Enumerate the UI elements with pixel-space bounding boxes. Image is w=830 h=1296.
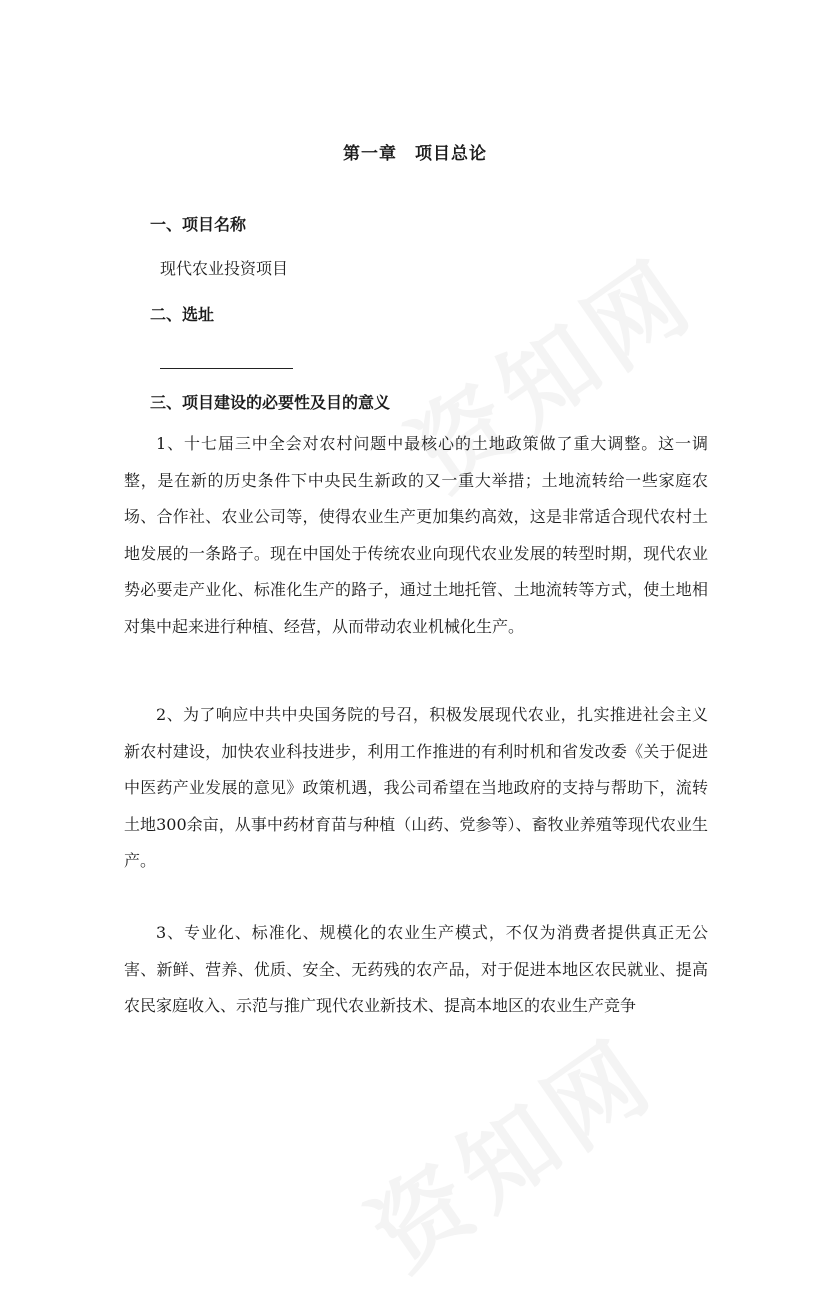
- chapter-title: 第一章 项目总论: [343, 144, 487, 164]
- paragraph-3: 3、专业化、标准化、规模化的农业生产模式，不仅为消费者提供真正无公害、新鲜、营养、优质、安全、无药残的农产品，对于促进本地区农民就业、提高农民家庭收入、示范与推广现代农业新技术、提高本地区的农业生产竞争: [124, 923, 708, 1015]
- section-heading-project-name: 一、项目名称: [150, 215, 247, 234]
- section-heading-necessity: 三、项目建设的必要性及目的意义: [150, 393, 391, 412]
- section-heading-location: 二、选址: [150, 305, 215, 324]
- paragraph-2: 2、为了响应中共中央国务院的号召，积极发展现代农业，扎实推进社会主义新农村建设，加快农业科技进步，利用工作推进的有利时机和省发改委《关于促进中医药产业发展的意见》政策机遇，我公司希望在当地政府的支持与帮助下，流转土地300余亩，从事中药材育苗与种植（山药、党参等）、畜牧业养殖等现代农业生产。: [124, 705, 708, 870]
- location-blank-underline: [160, 368, 293, 369]
- project-name-text: 现代农业投资项目: [160, 259, 289, 278]
- watermark: [339, 1001, 678, 1296]
- paragraph-1: 1、十七届三中全会对农村问题中最核心的土地政策做了重大调整。这一调整，是在新的历史条件下中央民生新政的又一重大举措；土地流转给一些家庭农场、合作社、农业公司等，使得农业生产更加集约高效，这是非常适合现代农村土地发展的一条路子。现在中国处于传统农业向现代农业发展的转型时期，现代农业势必要走产业化、标准化生产的路子，通过土地托管、土地流转等方式，使土地相对集中起来进行种植、经营，从而带动农业机械化生产。: [124, 434, 708, 636]
